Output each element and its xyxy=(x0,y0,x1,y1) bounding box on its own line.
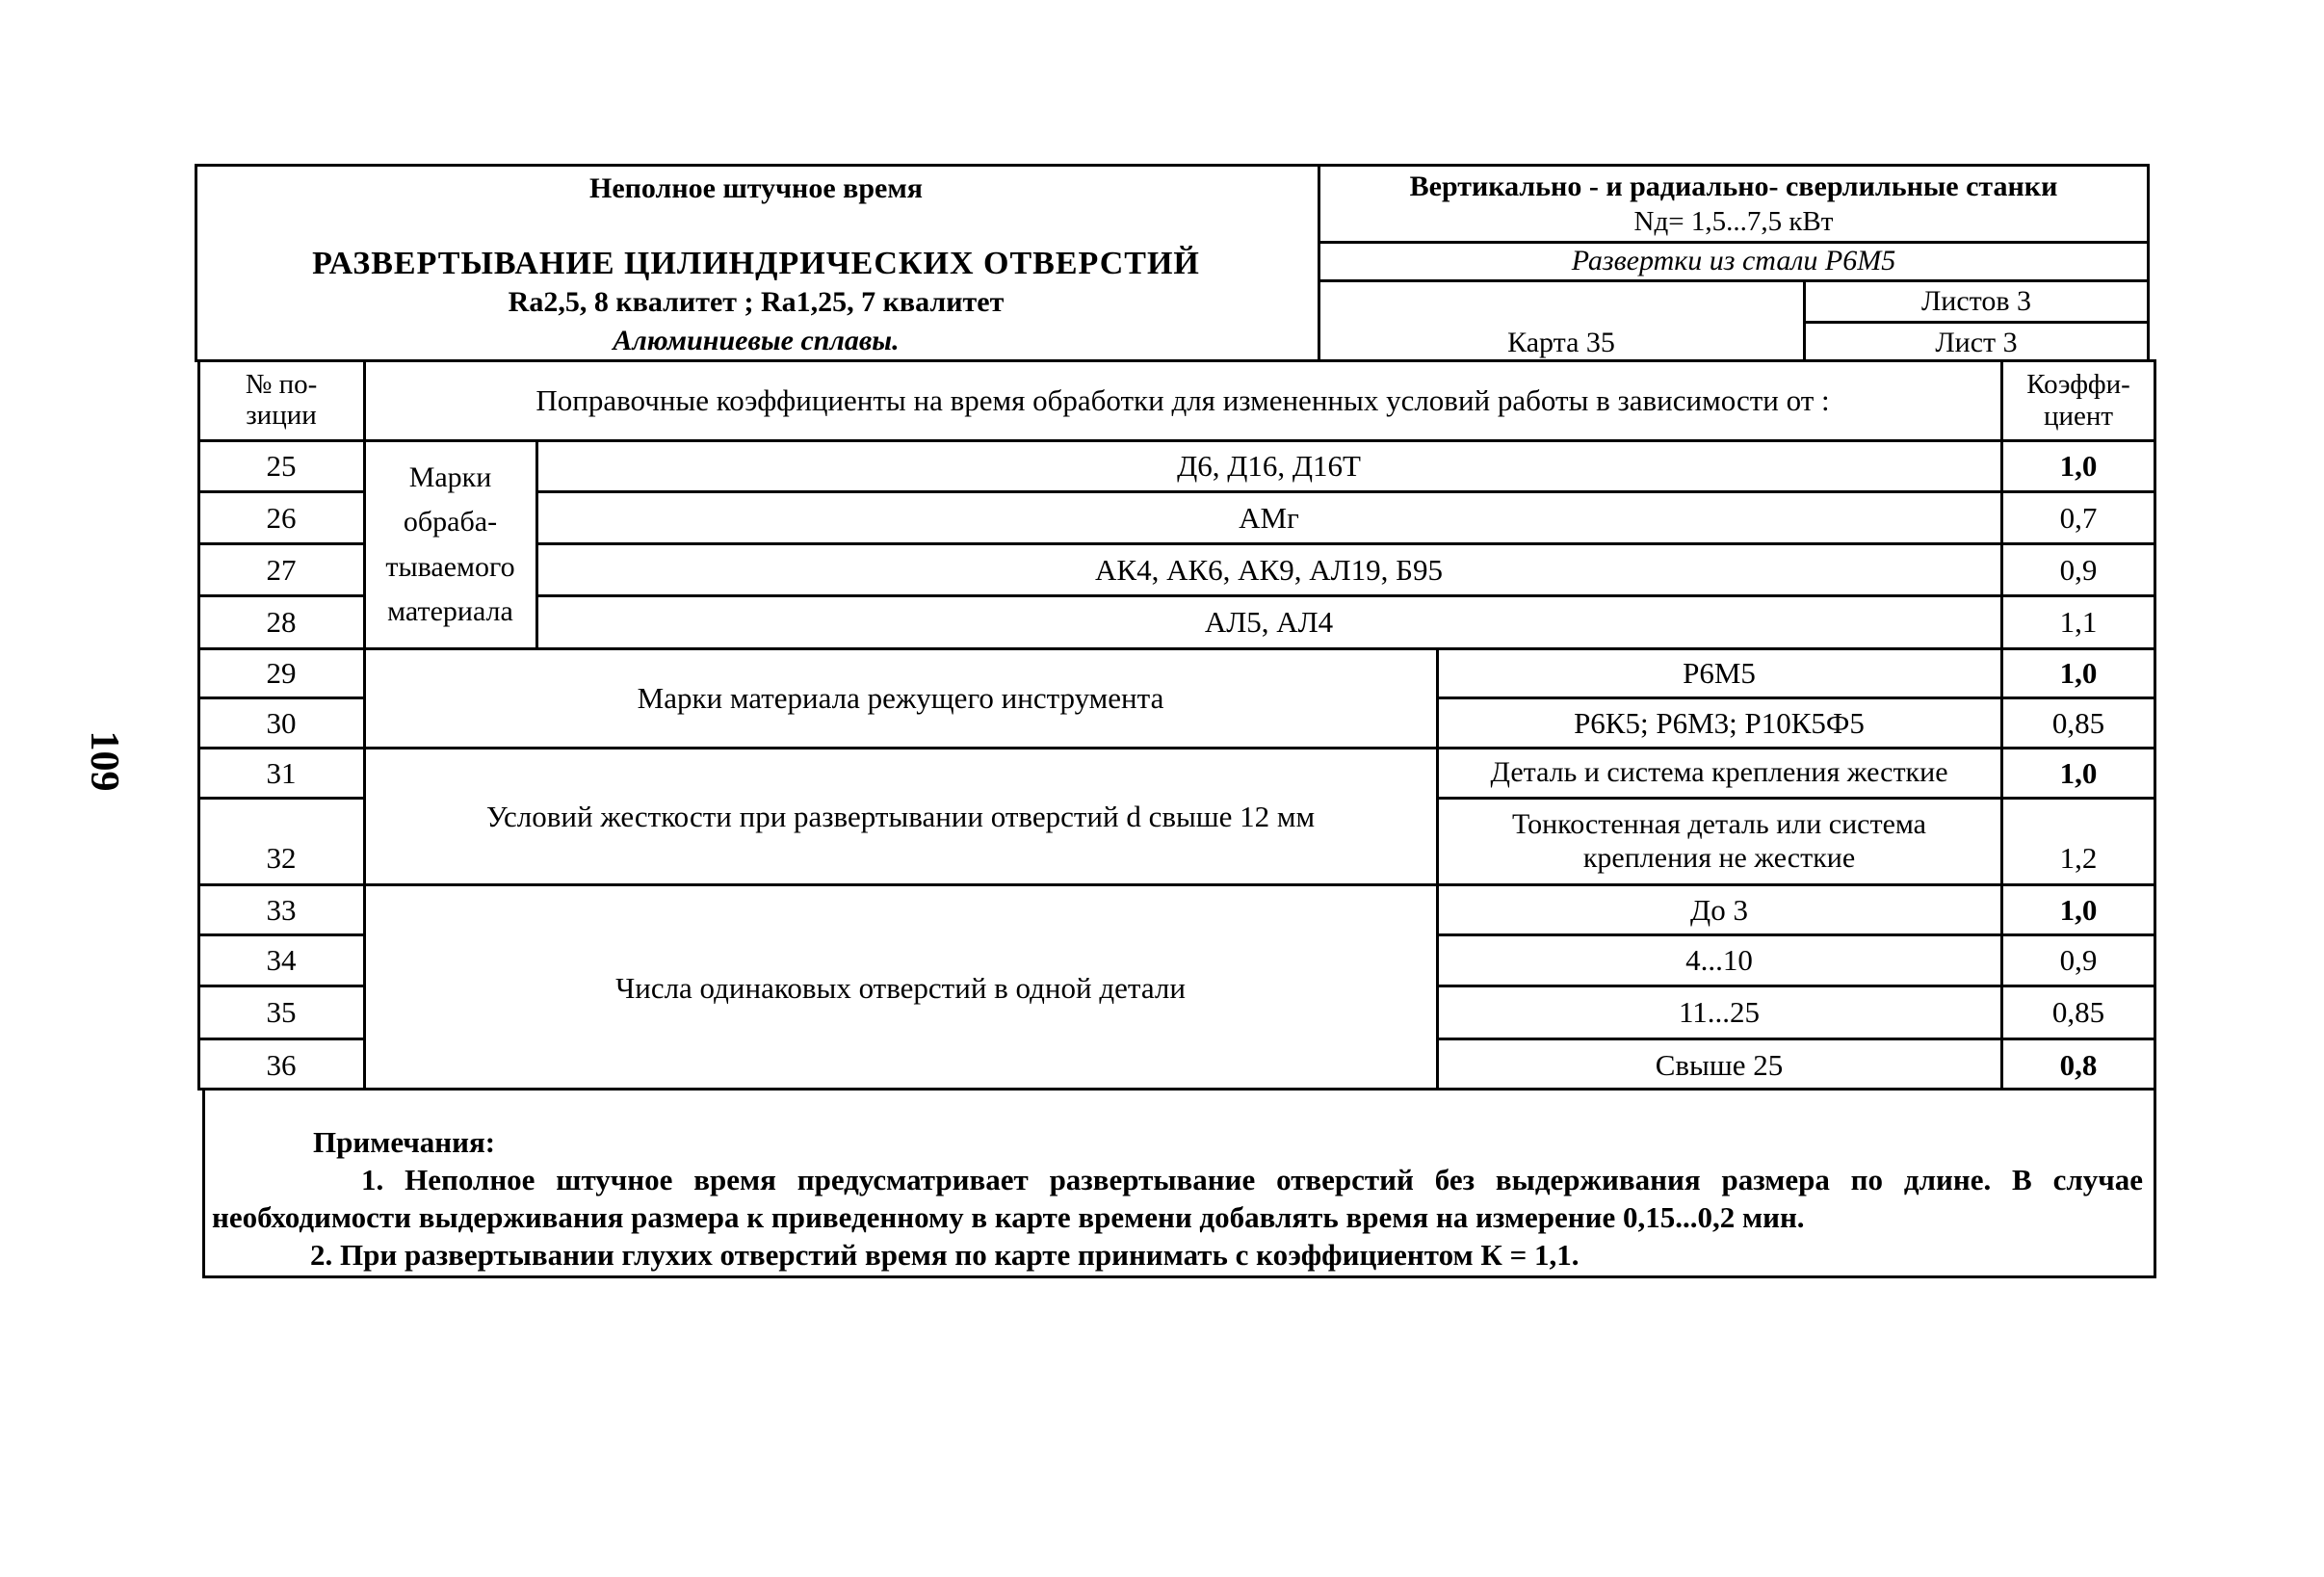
sheet-number: Лист 3 xyxy=(1935,326,2018,358)
row-25-coefficient: 1,0 xyxy=(2059,449,2098,484)
group-rigidity: Условий жесткости при развертывании отверстий d свыше 12 мм xyxy=(485,799,1316,833)
machine-type: Вертикально - и радиально- сверлильные станки xyxy=(1409,170,2058,202)
row-29-position: 29 xyxy=(266,656,297,691)
sheets-total: Листов 3 xyxy=(1920,284,2032,317)
row-28-condition: АЛ5, АЛ4 xyxy=(1204,605,1334,640)
row-26-condition: АМг xyxy=(1239,500,1299,535)
row-34-condition: 4...10 xyxy=(1685,943,1753,978)
row-34-position: 34 xyxy=(266,943,297,978)
row-32-position: 32 xyxy=(266,841,297,876)
row-26-position: 26 xyxy=(266,500,297,535)
note-1: 1. Неполное штучное время предусматривает развертывание отверстий без выдерживания размера по длине. В случае необходимости выдерживания размера к приведенному в карте времени добавлять время на измерение 0,15...0,2 мин. xyxy=(212,1163,2143,1234)
tool-material: Развертки из стали Р6М5 xyxy=(1571,245,1896,277)
row-25-position: 25 xyxy=(266,449,297,484)
group-holes-count: Числа одинаковых отверстий в одной детали xyxy=(615,971,1186,1006)
row-35-position: 35 xyxy=(266,995,297,1030)
row-30-coefficient: 0,85 xyxy=(2051,705,2105,740)
accuracy-line: Ra2,5, 8 квалитет ; Ra1,25, 7 квалитет xyxy=(508,285,1005,318)
page-title: РАЗВЕРТЫВАНИЕ ЦИЛИНДРИЧЕСКИХ ОТВЕРСТИЙ xyxy=(312,246,1200,282)
row-32-condition: Тонкостенная деталь или система крепления не жесткие xyxy=(1512,808,1926,874)
column-header-description: Поправочные коэффициенты на время обработки для измененных условий работы в зависимости от : xyxy=(535,383,1830,418)
note-2: 2. При развертывании глухих отверстий время по карте принимать с коэффициентом К = 1,1. xyxy=(310,1238,1580,1272)
row-32-coefficient: 1,2 xyxy=(2059,841,2098,876)
page-number: 109 xyxy=(82,730,126,792)
row-33-condition: До 3 xyxy=(1690,892,1748,927)
column-header-coefficient: Коэффи- циент xyxy=(2026,368,2130,432)
row-28-position: 28 xyxy=(266,605,297,640)
row-28-coefficient: 1,1 xyxy=(2059,605,2098,640)
group-material-grades: Марки обраба- тываемого материала xyxy=(385,460,515,627)
row-33-position: 33 xyxy=(266,892,297,927)
material-line: Алюминиевые сплавы. xyxy=(613,324,900,356)
row-31-position: 31 xyxy=(266,755,297,790)
row-29-condition: Р6М5 xyxy=(1683,656,1756,691)
row-27-position: 27 xyxy=(266,552,297,587)
row-29-coefficient: 1,0 xyxy=(2059,656,2098,691)
power-range: Nд= 1,5...7,5 кВт xyxy=(1633,206,1834,238)
notes xyxy=(212,1123,2143,1274)
row-36-position: 36 xyxy=(266,1048,297,1083)
row-36-coefficient: 0,8 xyxy=(2059,1048,2098,1083)
row-30-position: 30 xyxy=(266,705,297,740)
column-header-position: № по- зиции xyxy=(245,369,318,431)
card-number: Карта 35 xyxy=(1507,326,1615,358)
row-35-condition: 11...25 xyxy=(1678,995,1761,1030)
row-27-coefficient: 0,9 xyxy=(2059,552,2098,587)
row-27-condition: АК4, АК6, АК9, АЛ19, Б95 xyxy=(1095,552,1443,587)
row-30-condition: Р6К5; Р6М3; Р10К5Ф5 xyxy=(1574,705,1865,740)
header-subtitle: Неполное штучное время xyxy=(588,171,924,204)
row-25-condition: Д6, Д16, Д16Т xyxy=(1177,449,1361,484)
row-36-condition: Свыше 25 xyxy=(1655,1048,1784,1083)
row-26-coefficient: 0,7 xyxy=(2059,500,2098,535)
notes-title: Примечания: xyxy=(313,1125,496,1159)
row-31-condition: Деталь и система крепления жесткие xyxy=(1490,756,1948,789)
row-35-coefficient: 0,85 xyxy=(2051,995,2105,1030)
row-31-coefficient: 1,0 xyxy=(2059,755,2098,790)
row-34-coefficient: 0,9 xyxy=(2059,943,2098,978)
group-tool-material: Марки материала режущего инструмента xyxy=(637,681,1164,716)
row-33-coefficient: 1,0 xyxy=(2059,892,2098,927)
